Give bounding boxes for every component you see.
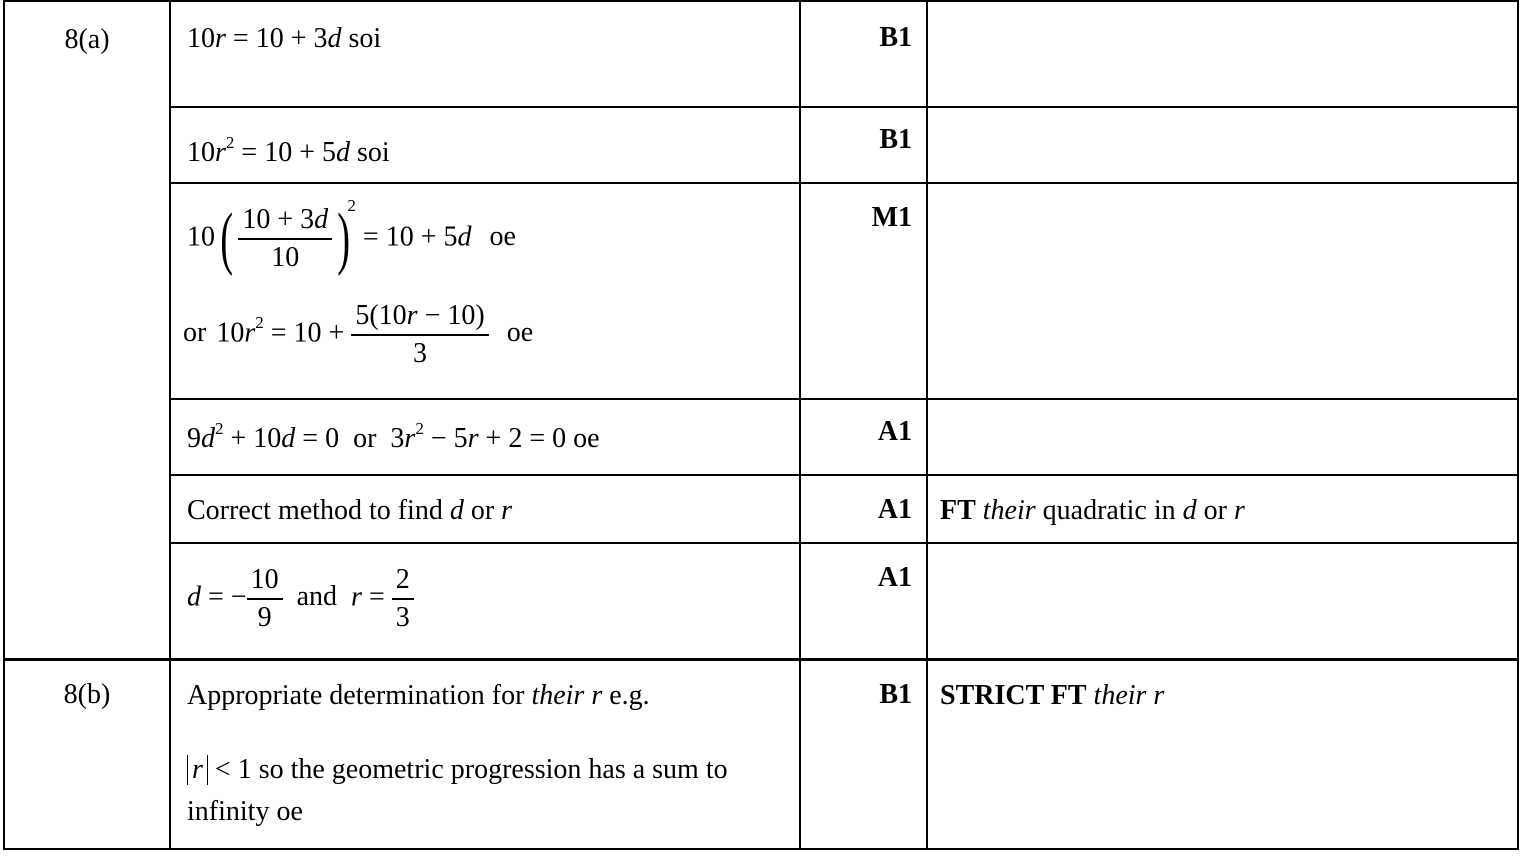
variable: r <box>501 495 513 526</box>
term: = 10 + <box>263 317 352 349</box>
italic-text: their r <box>531 679 603 711</box>
mark-cell <box>800 475 927 543</box>
answer-line <box>183 298 791 372</box>
mark-label: B1 <box>879 22 912 53</box>
variable: d <box>449 495 464 526</box>
question-label: 8(a) <box>64 24 110 55</box>
fraction-numerator: 2 <box>392 562 414 600</box>
term: − 10) <box>417 300 485 331</box>
connector: or <box>353 423 377 454</box>
mark-label: B1 <box>879 678 912 710</box>
variable: d <box>314 204 329 235</box>
answer-line <box>187 679 791 713</box>
fraction-numerator: 10 <box>247 562 283 600</box>
mark-cell <box>800 399 927 475</box>
term: = 0 <box>295 423 340 454</box>
term: 10 + 3 <box>242 204 315 235</box>
variable: d <box>1182 495 1197 526</box>
mark-label: A1 <box>877 416 912 447</box>
variable: d <box>187 581 201 613</box>
answer-line <box>187 753 791 787</box>
text: e.g. <box>602 679 650 711</box>
table-row <box>4 107 1518 183</box>
guidance-bold: FT <box>940 495 976 526</box>
text: Appropriate determination for <box>187 679 532 711</box>
mark-scheme-table <box>3 0 1519 850</box>
answer-cell <box>170 1 800 107</box>
term: 10 <box>216 317 245 349</box>
question-number <box>4 659 170 849</box>
table-row <box>4 543 1518 659</box>
answer-cell <box>170 399 800 475</box>
answer-line <box>187 196 791 292</box>
note: oe <box>506 317 534 349</box>
answer-line <box>187 22 791 56</box>
fraction-numerator <box>238 202 332 240</box>
exponent: 2 <box>347 196 356 216</box>
connector: and <box>296 581 338 613</box>
exponent: 2 <box>415 419 424 438</box>
variable: r <box>192 753 203 785</box>
fraction <box>351 298 488 372</box>
connector: or <box>183 317 207 349</box>
note: soi <box>350 137 390 168</box>
guidance-text <box>940 679 1517 713</box>
term: − 5 <box>423 423 468 454</box>
fraction-denominator: 9 <box>257 602 272 633</box>
variable: d <box>457 221 472 253</box>
variable: d <box>336 137 350 168</box>
note: oe <box>489 221 516 253</box>
term: = 10 + 5 <box>355 221 458 253</box>
guidance-italic: their <box>975 495 1036 526</box>
fraction <box>392 562 414 636</box>
table-row <box>4 659 1518 849</box>
variable: d <box>327 23 342 54</box>
connector: or <box>463 495 502 526</box>
answer-line: infinity oe <box>187 795 303 827</box>
guidance-cell <box>927 107 1518 183</box>
question-label: 8(b) <box>63 678 111 710</box>
term: = − <box>201 581 247 613</box>
exponent: 2 <box>225 133 235 152</box>
term: 10 <box>187 137 215 168</box>
variable: r <box>406 300 418 331</box>
answer-cell <box>170 183 800 399</box>
variable: d <box>201 423 215 454</box>
right-paren: ) <box>337 200 351 277</box>
answer-cell <box>170 107 800 183</box>
exponent: 2 <box>255 313 264 333</box>
question-number <box>4 1 170 659</box>
note: soi <box>341 23 382 54</box>
connector: or <box>1196 495 1234 526</box>
answer-line <box>187 133 791 173</box>
text: quadratic in <box>1035 495 1183 526</box>
variable: r <box>467 423 479 454</box>
term: + 2 = 0 oe <box>478 423 600 454</box>
guidance-cell <box>927 659 1518 849</box>
variable: r <box>1233 495 1245 526</box>
answer-line <box>187 494 791 528</box>
table-row <box>4 1 1518 107</box>
mark-label: B1 <box>879 124 912 155</box>
mark-label: A1 <box>877 562 912 593</box>
variable: r <box>351 581 362 613</box>
table-row <box>4 399 1518 475</box>
fraction-numerator <box>351 298 488 336</box>
fraction <box>238 202 332 276</box>
answer-cell <box>170 659 800 849</box>
guidance-bold: STRICT FT <box>940 679 1087 711</box>
term: 5(10 <box>355 300 407 331</box>
variable: r <box>244 317 256 349</box>
text: Correct method to find <box>187 495 450 526</box>
mark-cell <box>800 659 927 849</box>
fraction-denominator: 3 <box>395 602 410 633</box>
guidance-cell <box>927 1 1518 107</box>
mark-label: A1 <box>877 494 912 525</box>
guidance-cell <box>927 475 1518 543</box>
answer-line <box>187 562 791 636</box>
term: 9 <box>187 423 201 454</box>
answer-cell <box>170 543 800 659</box>
term: = 10 + 3 <box>225 23 328 54</box>
guidance-cell <box>927 183 1518 399</box>
guidance-cell <box>927 399 1518 475</box>
term: 10 <box>187 221 215 253</box>
table-row <box>4 183 1518 399</box>
absolute-value <box>187 755 208 785</box>
table-row <box>4 475 1518 543</box>
mark-cell <box>800 1 927 107</box>
term: 3 <box>390 423 405 454</box>
term: 10 <box>187 23 215 54</box>
guidance-cell <box>927 543 1518 659</box>
term: = <box>361 581 392 613</box>
fraction-denominator: 3 <box>413 338 427 369</box>
answer-line <box>187 419 791 459</box>
fraction <box>247 562 283 636</box>
exponent: 2 <box>215 419 224 438</box>
variable: r <box>404 423 416 454</box>
term: + 10 <box>223 423 282 454</box>
variable: d <box>281 423 296 454</box>
term: = 10 + 5 <box>234 137 336 168</box>
mark-cell <box>800 543 927 659</box>
text: < 1 so the geometric progression has a sum to <box>207 753 728 785</box>
variable: r <box>215 23 226 54</box>
fraction-denominator: 10 <box>271 242 300 273</box>
answer-cell <box>170 475 800 543</box>
mark-cell <box>800 183 927 399</box>
left-paren: ( <box>220 200 234 277</box>
mark-cell <box>800 107 927 183</box>
mark-label: M1 <box>871 202 912 233</box>
variable: r <box>215 137 226 168</box>
guidance-italic: their r <box>1086 679 1165 711</box>
guidance-text <box>940 494 1517 528</box>
